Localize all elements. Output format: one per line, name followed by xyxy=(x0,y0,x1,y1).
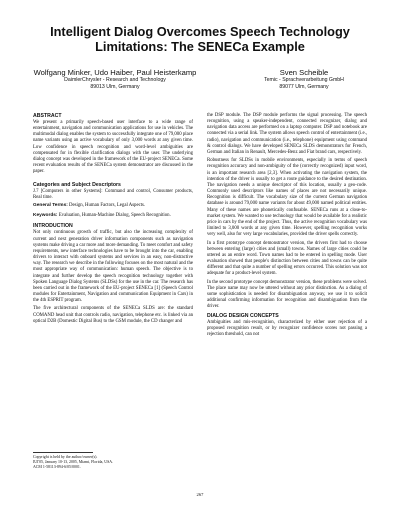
footnote-rule xyxy=(33,452,93,453)
body-paragraph-2: Robustness for SLDSs in mobile environments, especially in terms of speech recognition accuracy and non-ambiguity of the (correctly recognized) input word, is an important research area [2,3]. When activating the navigation system, the intention of the driver is usually to get a route guidance to the desired destination. The navigation needs a unique descriptor of this location, usually a geo-code. Commonly used descriptors like names of places are not necessarily unique. Recognition is difficult. The vocabulary size of the current German navigation database is around 79,000 name variants for about 49,000 named political entities. Many of these names are phonetically confusable. SENECa runs at a close-to-market system. We wanted to use technology that would be available for a realistic price in cars by the end of the project. Thus, the active recognition vocabulary was limited to 3,000 words at any given time. However, spelling recognition works very well, also for very large vocabularies, provided the driver spells correctly. xyxy=(207,158,367,238)
general-terms-text: Design, Human Factors, Legal Aspects. xyxy=(69,203,146,209)
general-terms-label: General Terms: xyxy=(33,203,68,209)
categories-text: J.7 [Computers in other Systems]: Command and control, Consumer products, Real time. xyxy=(33,188,193,200)
author-affiliation-right-2: 89077 Ulm, Germany xyxy=(279,83,329,90)
abstract-heading: ABSTRACT xyxy=(33,113,62,119)
page-number: 267 xyxy=(196,492,204,497)
dialog-design-heading: DIALOG DESIGN CONCEPTS xyxy=(207,312,279,319)
keywords xyxy=(33,213,193,219)
body-paragraph-4: In the second prototype concept demonstrator version, these problems were solved. The place name may now be uttered without any prior distinction. As a dialog of some sophistication is needed for disambiguation anyway, we use it to solicit additional confirming information for recognition and disambiguation from the driver. xyxy=(207,279,367,310)
abstract-text: We present a primarily speech-based user interface to a wide range of entertainment, navigation and communication applications for use in vehicles. The multimodal dialog enables the system to successfully integrate one of 79,000 place name variants using an active vocabulary of only 3,000 words at any given time. Low confidence in speech recognition and word-level ambiguities are compensated for in flexible clarification dialogs with the user. The underlying dialog concept was developed in the framework of the EU-project SENECa. Some recent evaluation results of the SENECa system demonstrator are discussed in the paper. xyxy=(33,120,193,175)
copyright-line-1: Copyright is held by the author/owner(s). xyxy=(33,455,98,459)
title-line-2: Limitations: The SENECa Example xyxy=(95,39,305,54)
copyright-notice xyxy=(33,452,193,471)
paper-title xyxy=(0,24,400,54)
author-block-right xyxy=(230,68,378,90)
introduction-paragraph-2: The five architectural components of the SENECa SLDS are: the standard COMAND head unit that controls radio, navigation, telephone etc. is linked via an optical D2B (Domestic Digital Bus) to the GSM module, the CD changer and xyxy=(33,306,193,324)
introduction-paragraph-1: Not only continuous growth of traffic, but also the increasing complexity of current and next generation driver information components such as navigation systems make driving a car more and more demanding. To meet comfort and safety requirements, new interface technologies have to be brought into the car, enabling drivers to interact with onboard systems and services in an easy, non-distractive way. The research we describe in the following focuses on the most natural and the most appropriate way of communication: human speech. The objective is to integrate and further develop the speech recognition technology together with Spoken Language Dialog Systems (SLDSs) for the use in the car. The research has been carried out in the framework of the EU-project SENECa [1] (Speech Control modules for Entertainment, Navigation and communication Equipment in Cars) in the 4th ESPRIT program. xyxy=(33,230,193,304)
author-block-left xyxy=(22,68,208,90)
left-column xyxy=(33,113,193,327)
keywords-text: Evaluation, Human-Machine Dialog, Speech Recognition. xyxy=(58,213,171,219)
body-paragraph-5: Ambiguities and mis-recognition, characterized by either user rejection of a proposed recognition result, or by recognizer confidence scores not passing a rejection threshold, can not xyxy=(207,319,367,337)
author-names-left: Wolfgang Minker, Udo Haiber, Paul Heisterkamp xyxy=(33,68,197,77)
author-names-right: Sven Scheible xyxy=(279,68,329,77)
author-affiliation-right-1: Temic - Sprachverarbeitung GmbH xyxy=(264,77,344,83)
title-line-1: Intelligent Dialog Overcomes Speech Technology xyxy=(50,24,350,39)
introduction-heading: INTRODUCTION xyxy=(33,223,73,230)
copyright-line-3: ACM 1-58113-894-6/05/0001. xyxy=(33,465,81,470)
copyright-line-2: IUI'05, January 10-13, 2005, Miami, Florida, USA. xyxy=(33,460,114,465)
body-paragraph-3: In a first prototype concept demonstrator version, the drivers first had to choose between entering (large) cities and (small) towns. Names of large cities could be uttered as an entire word. Town names had to be entered in spelling mode. User evaluation showed that people's distinction between cities and towns can be quite different and that quite a number of spelling errors occurred. This solution was not adequate for a product-level system. xyxy=(207,240,367,277)
categories-heading: Categories and Subject Descriptors xyxy=(33,181,121,188)
body-paragraph-1: the DSP module. The DSP module performs the signal processing. The speech recognition, using a speaker-independent, connected recognizer, dialog and navigation data access are performed on a laptop computer. DSP and notebook are connected via a serial link. The system allows speech control of entertainment (i.e., radio), navigation and communication (i.e., telephone) equipment using command & control dialogs. We have developed SENECa SLDS demonstrators for French, German and Italian in Renault, Mercedes-Benz and Fiat brand cars, respectively. xyxy=(207,113,367,155)
author-affiliation-left-2: 89013 Ulm, Germany xyxy=(90,83,140,90)
author-affiliation-left-1: DaimlerChrysler - Research and Technology xyxy=(64,77,166,83)
right-column xyxy=(207,113,367,340)
keywords-label: Keywords: xyxy=(33,213,58,219)
